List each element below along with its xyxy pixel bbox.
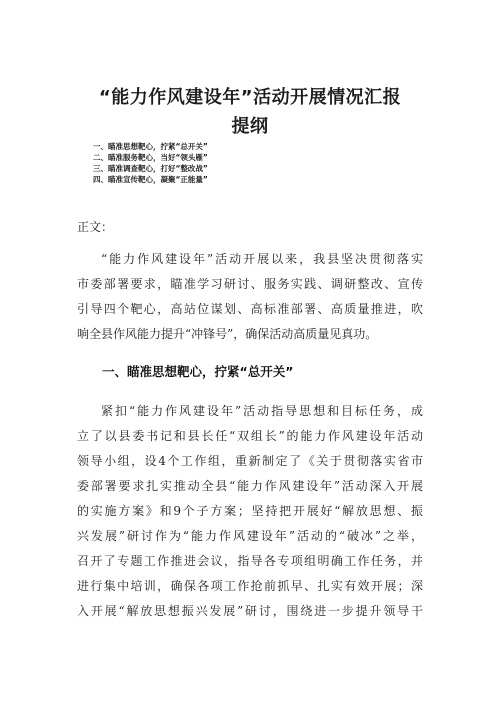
document-title: “能力作风建设年”活动开展情况汇报: [98, 87, 402, 108]
document-title-continued: 提纲: [231, 116, 269, 137]
paragraph-line: 引导四个靶心，高站位谋划、高标准部署、高质量推进，吹: [77, 302, 423, 316]
paragraph-line: 响全县作风能力提升“冲锋号”，确保活动高质量见真功。: [77, 327, 378, 341]
body-label: 正文：: [77, 220, 114, 234]
section-heading: 一、瞄准思想靶心，拧紧“总开关”: [102, 364, 294, 379]
outline-item: 一、瞄准思想靶心，拧紧“总开关”: [93, 142, 208, 151]
section-paragraph: [77, 399, 423, 624]
paragraph-line: 兴发展”研讨作为“能力作风建设年”活动的“破冰”之举，: [77, 529, 423, 543]
outline-item: 三、瞄准调查靶心，打好“整改战”: [93, 164, 208, 173]
paragraph-line: “能力作风建设年”活动开展以来，我县坚决贯彻落实: [101, 252, 423, 266]
paragraph-line: 的实施方案》和9个子方案；坚持把开展好“解放思想、振: [77, 504, 423, 518]
intro-paragraph: [77, 247, 423, 347]
paragraph-line: 市委部署要求，瞄准学习研讨、服务实践、调研整改、宣传: [77, 277, 423, 291]
paragraph-line: 紧扣“能力作风建设年”活动指导思想和目标任务，成: [101, 404, 423, 418]
outline-item: 二、瞄准服务靶心，当好“领头雁”: [93, 153, 208, 162]
paragraph-line: 领导小组，设4个工作组，重新制定了《关于贯彻落实省市: [77, 454, 423, 468]
paragraph-line: 委部署要求扎实推动全县“能力作风建设年”活动深入开展: [77, 479, 423, 493]
outline-item: 四、瞄准宣传靶心，凝聚“正能量”: [93, 175, 208, 184]
paragraph-line: 立了以县委书记和县长任“双组长”的能力作风建设年活动: [77, 429, 423, 443]
paragraph-line: 召开了专题工作推进会议，指导各专项组明确工作任务，并: [77, 554, 423, 568]
paragraph-line: 进行集中培训，确保各项工作抢前抓早、扎实有效开展；深: [77, 579, 423, 593]
paragraph-line: 入开展“解放思想振兴发展”研讨，围绕进一步提升领导干: [77, 604, 423, 618]
outline-list: [93, 141, 208, 185]
